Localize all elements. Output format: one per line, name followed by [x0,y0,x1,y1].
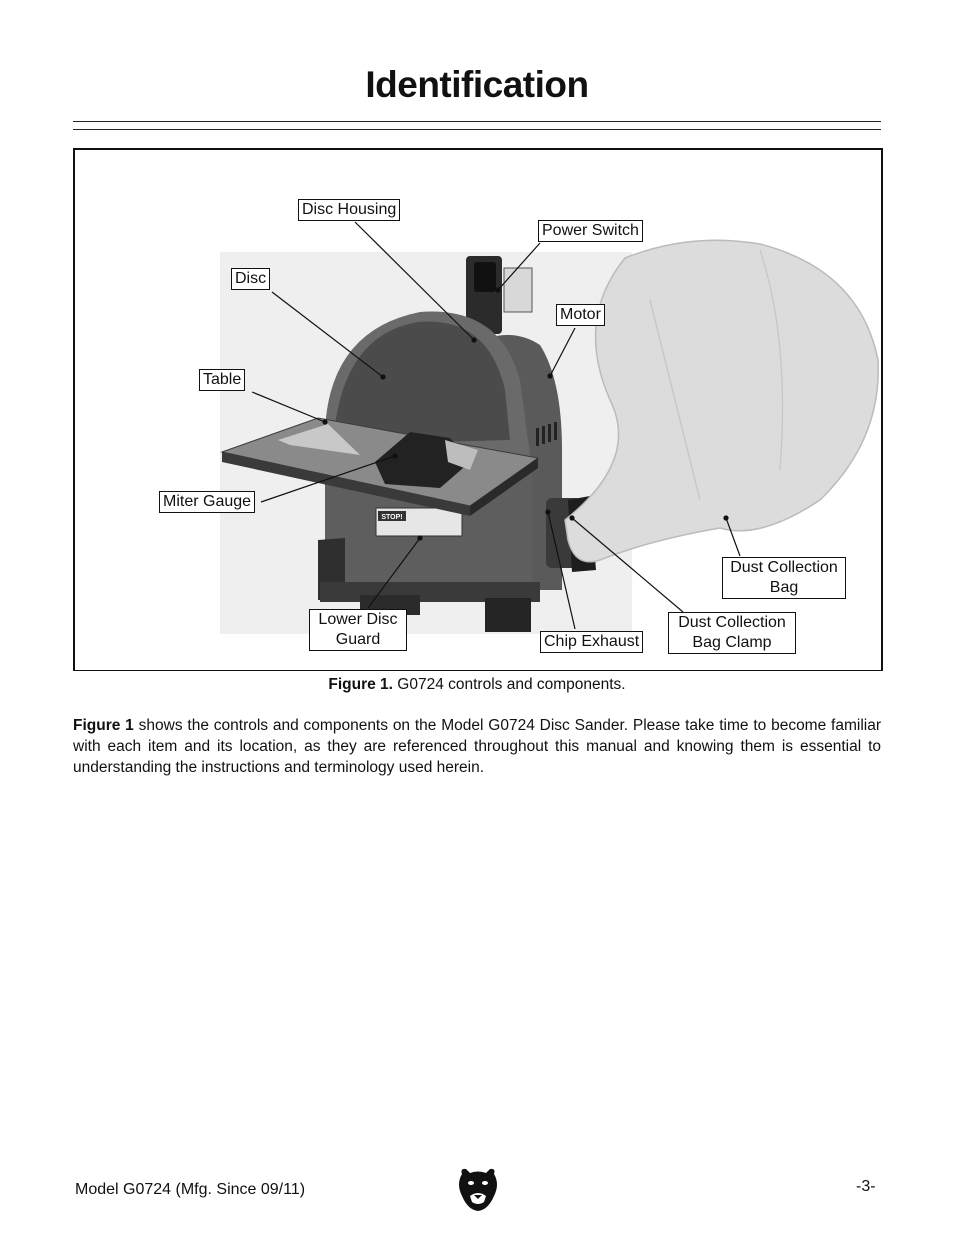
callout-dust-bag-line-1: Dust Collection [730,559,838,576]
page-title: Identification [365,64,589,105]
warning-plate [504,268,532,312]
footer-page-number: -3- [856,1178,876,1195]
body-lead: Figure 1 [73,717,134,734]
callout-lower-disc-guard [309,609,407,651]
callout-chip-exhaust: Chip Exhaust [540,631,643,653]
stop-label: STOP! [381,514,403,521]
callout-disc: Disc [231,268,270,290]
body-paragraph [73,715,881,778]
callout-bag-clamp-line-1: Dust Collection [678,614,786,631]
callout-table: Table [199,369,245,391]
leader-dot-disc-housing [472,338,476,342]
leader-dot-chip-exhaust [546,510,550,514]
dust-collection-bag [565,240,878,562]
callout-power-switch: Power Switch [538,220,643,242]
callout-dust-bag-line-2: Bag [769,579,799,596]
leader-dot-disc [381,375,385,379]
leader-dot-power-switch [496,288,500,292]
base-foot-front-right [485,598,531,632]
footer-model: Model G0724 (Mfg. Since 09/11) [75,1181,306,1198]
body-text: shows the controls and components on the Model G0724 Disc Sander. Please take time to become familiar with each item and its location, as they are referenced throughout this manual and knowing them is essential to understanding the instructions and terminology used herein. [73,717,881,776]
callout-lower-guard-line-1: Lower Disc [318,611,398,628]
callout-miter-gauge: Miter Gauge [159,491,255,513]
leader-dot-dust-bag [724,516,728,520]
callout-dust-collection-bag [722,557,846,599]
leader-dot-miter-gauge [393,454,397,458]
callout-bag-clamp-line-2: Bag Clamp [692,634,772,651]
callout-dust-collection-bag-clamp [668,612,796,654]
leader-dot-motor [548,374,552,378]
figure-caption [0,676,954,694]
bear-head-icon [456,1166,500,1212]
leader-dot-lower-guard [418,536,422,540]
figure-caption-label: Figure 1. [328,676,393,693]
callout-lower-guard-line-2: Guard [335,631,381,648]
power-switch-paddle [474,262,496,292]
leader-dot-table [323,420,327,424]
figure-caption-text: G0724 controls and components. [392,676,626,693]
callout-motor: Motor [556,304,605,326]
leader-dot-bag-clamp [570,516,574,520]
callout-disc-housing: Disc Housing [298,199,400,221]
